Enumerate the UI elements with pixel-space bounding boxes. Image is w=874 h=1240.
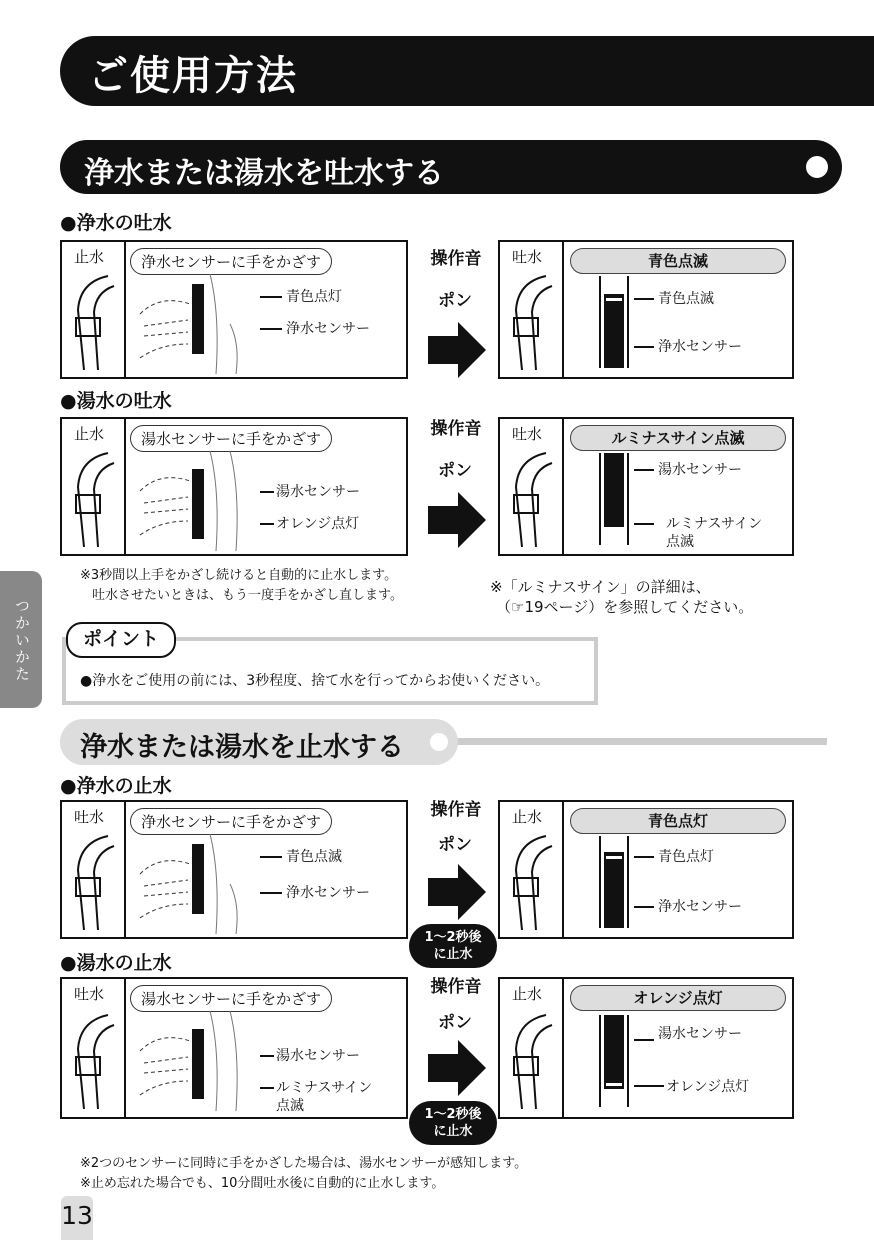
row2-heading: ●湯水の吐水 [60, 390, 172, 412]
row3-right-panel [498, 800, 794, 939]
row4-right-state: 止水 [512, 985, 543, 1003]
row2-left-action: 湯水センサーに手をかざす [130, 425, 332, 452]
row4-pon: ポン [438, 1013, 472, 1033]
point-label: ポイント [66, 622, 176, 658]
row4-right-label-2: オレンジ点灯 [666, 1079, 750, 1095]
row2-left-panel [60, 417, 408, 556]
row3-heading: ●浄水の止水 [60, 775, 172, 797]
faucet-icon [506, 1009, 560, 1109]
arrow-right-icon [428, 492, 486, 548]
row3-left-state: 吐水 [74, 808, 105, 826]
row2-right-result: ルミナスサイン点滅 [570, 425, 786, 451]
arrow-right-icon [428, 864, 486, 920]
row1-left-action: 浄水センサーに手をかざす [130, 248, 332, 275]
page-title: ご使用方法 [88, 53, 298, 99]
section1-title: 浄水または湯水を吐水する [84, 156, 444, 191]
row3-right-state: 止水 [512, 808, 543, 826]
hand-sensor-illustration [130, 834, 260, 934]
sensor-strip-icon [594, 276, 634, 368]
row4-left-action: 湯水センサーに手をかざす [130, 985, 332, 1012]
hand-sensor-illustration [130, 274, 260, 374]
row1-left-label-2: 浄水センサー [286, 321, 370, 337]
hand-sensor-illustration [130, 1011, 260, 1111]
hand-sensor-illustration [130, 451, 260, 551]
row1-left-label-1: 青色点灯 [286, 289, 342, 305]
row1-left-panel [60, 240, 408, 379]
bottom-note-2: ※止め忘れた場合でも、10分間吐水後に自動的に止水します。 [80, 1176, 445, 1191]
row3-left-label-1: 青色点滅 [286, 849, 342, 865]
faucet-icon [68, 447, 122, 547]
row1-right-state: 吐水 [512, 248, 543, 266]
row2-left-label-2: オレンジ点灯 [276, 516, 360, 532]
row4-left-panel [60, 977, 408, 1119]
row3-op-sound: 操作音 [430, 800, 482, 820]
row4-left-label-3: 点滅 [276, 1098, 304, 1114]
row1-op-sound: 操作音 [430, 249, 482, 269]
row1-right-result: 青色点滅 [570, 248, 786, 274]
row3-left-panel [60, 800, 408, 939]
section2-dot-icon [430, 733, 448, 751]
note2-line1: ※「ルミナスサイン」の詳細は、 [490, 578, 711, 596]
row1-right-label-1: 青色点滅 [658, 291, 714, 307]
section2-title: 浄水または湯水を止水する [80, 732, 404, 763]
row4-right-label-1: 湯水センサー [658, 1026, 742, 1042]
note2-line2: （☞19ページ）を参照してください。 [496, 598, 754, 616]
row4-heading: ●湯水の止水 [60, 952, 172, 974]
row2-left-label-1: 湯水センサー [276, 484, 360, 500]
row2-right-label-2: ルミナスサイン [666, 516, 763, 532]
row3-pon: ポン [438, 835, 472, 855]
row2-right-label-3: 点滅 [666, 534, 694, 550]
note1-line1: ※3秒間以上手をかざし続けると自動的に止水します。 [80, 568, 398, 583]
row1-heading: ●浄水の吐水 [60, 212, 172, 234]
sensor-strip-icon [594, 1015, 634, 1107]
note1-line2: 吐水させたいときは、もう一度手をかざし直します。 [92, 588, 403, 603]
point-text: ●浄水をご使用の前には、3秒程度、捨て水を行ってからお使いください。 [80, 673, 550, 689]
row2-right-state: 吐水 [512, 425, 543, 443]
row4-right-result: オレンジ点灯 [570, 985, 786, 1011]
bottom-note-1: ※2つのセンサーに同時に手をかざした場合は、湯水センサーが感知します。 [80, 1156, 528, 1171]
faucet-icon [68, 270, 122, 370]
row3-right-result: 青色点灯 [570, 808, 786, 834]
row2-pon: ポン [438, 461, 472, 481]
row4-op-sound: 操作音 [430, 977, 482, 997]
arrow-right-icon [428, 1040, 486, 1096]
faucet-icon [68, 1009, 122, 1109]
row1-right-label-2: 浄水センサー [658, 339, 742, 355]
page-number: 13 [61, 1196, 93, 1240]
row4-right-panel [498, 977, 794, 1119]
side-tab-label: つかいかた [13, 598, 31, 683]
sensor-strip-icon [594, 453, 634, 545]
row3-left-action: 浄水センサーに手をかざす [130, 808, 332, 835]
row1-right-panel [498, 240, 794, 379]
faucet-icon [506, 830, 560, 930]
sensor-strip-icon [594, 836, 634, 928]
row4-left-label-1: 湯水センサー [276, 1048, 360, 1064]
row4-left-label-2: ルミナスサイン [276, 1080, 373, 1096]
row2-right-panel [498, 417, 794, 556]
row3-right-label-1: 青色点灯 [658, 849, 714, 865]
row2-right-label-1: 湯水センサー [658, 462, 742, 478]
section1-dot-icon [806, 156, 828, 178]
row2-left-state: 止水 [74, 425, 105, 443]
row3-right-label-2: 浄水センサー [658, 899, 742, 915]
section2-line [440, 738, 827, 745]
arrow-right-icon [428, 322, 486, 378]
row4-left-state: 吐水 [74, 985, 105, 1003]
faucet-icon [506, 270, 560, 370]
row3-left-label-2: 浄水センサー [286, 885, 370, 901]
row4-stop-badge: 1～2秒後 に止水 [409, 1101, 497, 1145]
row3-stop-badge: 1～2秒後 に止水 [409, 924, 497, 968]
row2-op-sound: 操作音 [430, 419, 482, 439]
row1-pon: ポン [438, 291, 472, 311]
faucet-icon [68, 830, 122, 930]
row1-left-state: 止水 [74, 248, 105, 266]
faucet-icon [506, 447, 560, 547]
